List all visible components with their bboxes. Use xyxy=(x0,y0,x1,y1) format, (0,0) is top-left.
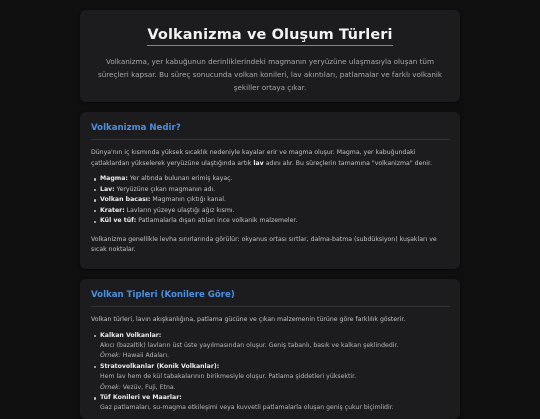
list-item-text: Yeryüzüne çıkan magmanın adı. xyxy=(114,185,216,193)
example-label: Örnek: xyxy=(100,352,121,360)
list-item xyxy=(100,216,450,227)
header-card xyxy=(80,10,460,102)
volcano-type-list xyxy=(91,331,450,414)
page-description: Volkanizma, yer kabuğunun derinliklerindeki magmanın yeryüzüne ulaşmasıyla oluşan tüm süreçleri kapsar. Bu süreç sonucunda volkan konileri, lav akıntıları, patlamalar ve farklı volkanik şekiller ortaya çıkar. xyxy=(97,57,443,92)
section-title: Volkanizma Nedir? xyxy=(91,123,450,140)
list-item xyxy=(100,185,450,196)
type-description: Hem lav hem de kül tabakalarının birikmesiyle oluşur. Patlama şiddetleri yüksektir. xyxy=(100,373,357,381)
list-item xyxy=(100,331,450,362)
section-intro xyxy=(91,148,450,169)
list-item xyxy=(100,393,450,414)
intro-text-start: Dünya'nın iç kısmında yüksek sıcaklık nedeniyle kayalar erir ve magma oluşur. Magma, yer kabuğundaki çatlaklardan yükselerek yeryüzüne ulaştığında artık xyxy=(91,149,416,167)
list-item-term: Magma: xyxy=(100,175,128,182)
section-outro: Volkanizma genellikle levha sınırlarında görülür: okyanus ortası sırtlar, dalma-batma (subdüksiyon) kuşakları ve sıcak noktalar. xyxy=(91,235,437,254)
section-title: Volkan Tipleri (Konilere Göre) xyxy=(91,290,450,307)
list-item-term: Lav: xyxy=(100,185,115,193)
type-name: Kalkan Volkanlar: xyxy=(100,331,162,339)
list-item-text: Patlamalarla dışarı atılan ince volkanik malzemeler. xyxy=(136,217,298,225)
example-text: Hawaii Adaları. xyxy=(120,352,170,360)
type-description: Gaz patlamaları, su-magma etkileşimi veya kuvvetli patlamalarla oluşan geniş çukur biçimlidir. xyxy=(100,404,394,412)
section-volkan-tipleri xyxy=(80,279,460,419)
example-label: Örnek: xyxy=(100,383,121,391)
section-volkanizma-nedir xyxy=(80,112,460,269)
type-description: Akıcı (bazaltik) lavların üst üste yayılmasından oluşur. Geniş tabanlı, basık ve kalkan şeklindedir. xyxy=(100,341,399,349)
list-item xyxy=(100,206,450,217)
list-item-term: Krater: xyxy=(100,206,125,214)
list-item-text: Yer altında bulunan erimiş kayaç. xyxy=(127,175,233,182)
type-name: Stratovolkanlar (Konik Volkanlar): xyxy=(100,362,220,370)
list-item-text: Lavların yüzeye ulaştığı ağız kısmı. xyxy=(124,206,235,214)
definition-list xyxy=(91,174,450,227)
type-name: Tüf Konileri ve Maarlar: xyxy=(100,393,182,401)
type-example xyxy=(100,351,450,361)
section-intro: Volkan türleri, lavın akışkanlığına, patlama gücüne ve çıkan malzemenin türüne göre farklılık gösterir. xyxy=(91,316,406,323)
example-text: Vezüv, Fuji, Etna. xyxy=(120,383,176,391)
list-item xyxy=(100,362,450,393)
list-item-term: Kül ve tüf: xyxy=(100,217,137,225)
list-item-text: Magmanın çıktığı kanal. xyxy=(150,196,226,204)
type-example xyxy=(100,383,450,393)
list-item xyxy=(100,174,450,185)
list-item xyxy=(100,195,450,206)
list-item-term: Volkan bacası: xyxy=(100,196,151,204)
intro-text-end: adını alır. Bu süreçlerin tamamına "volkanizma" denir. xyxy=(263,159,432,167)
intro-text-bold: lav xyxy=(253,159,264,167)
page-title: Volkanizma ve Oluşum Türleri xyxy=(147,27,392,46)
